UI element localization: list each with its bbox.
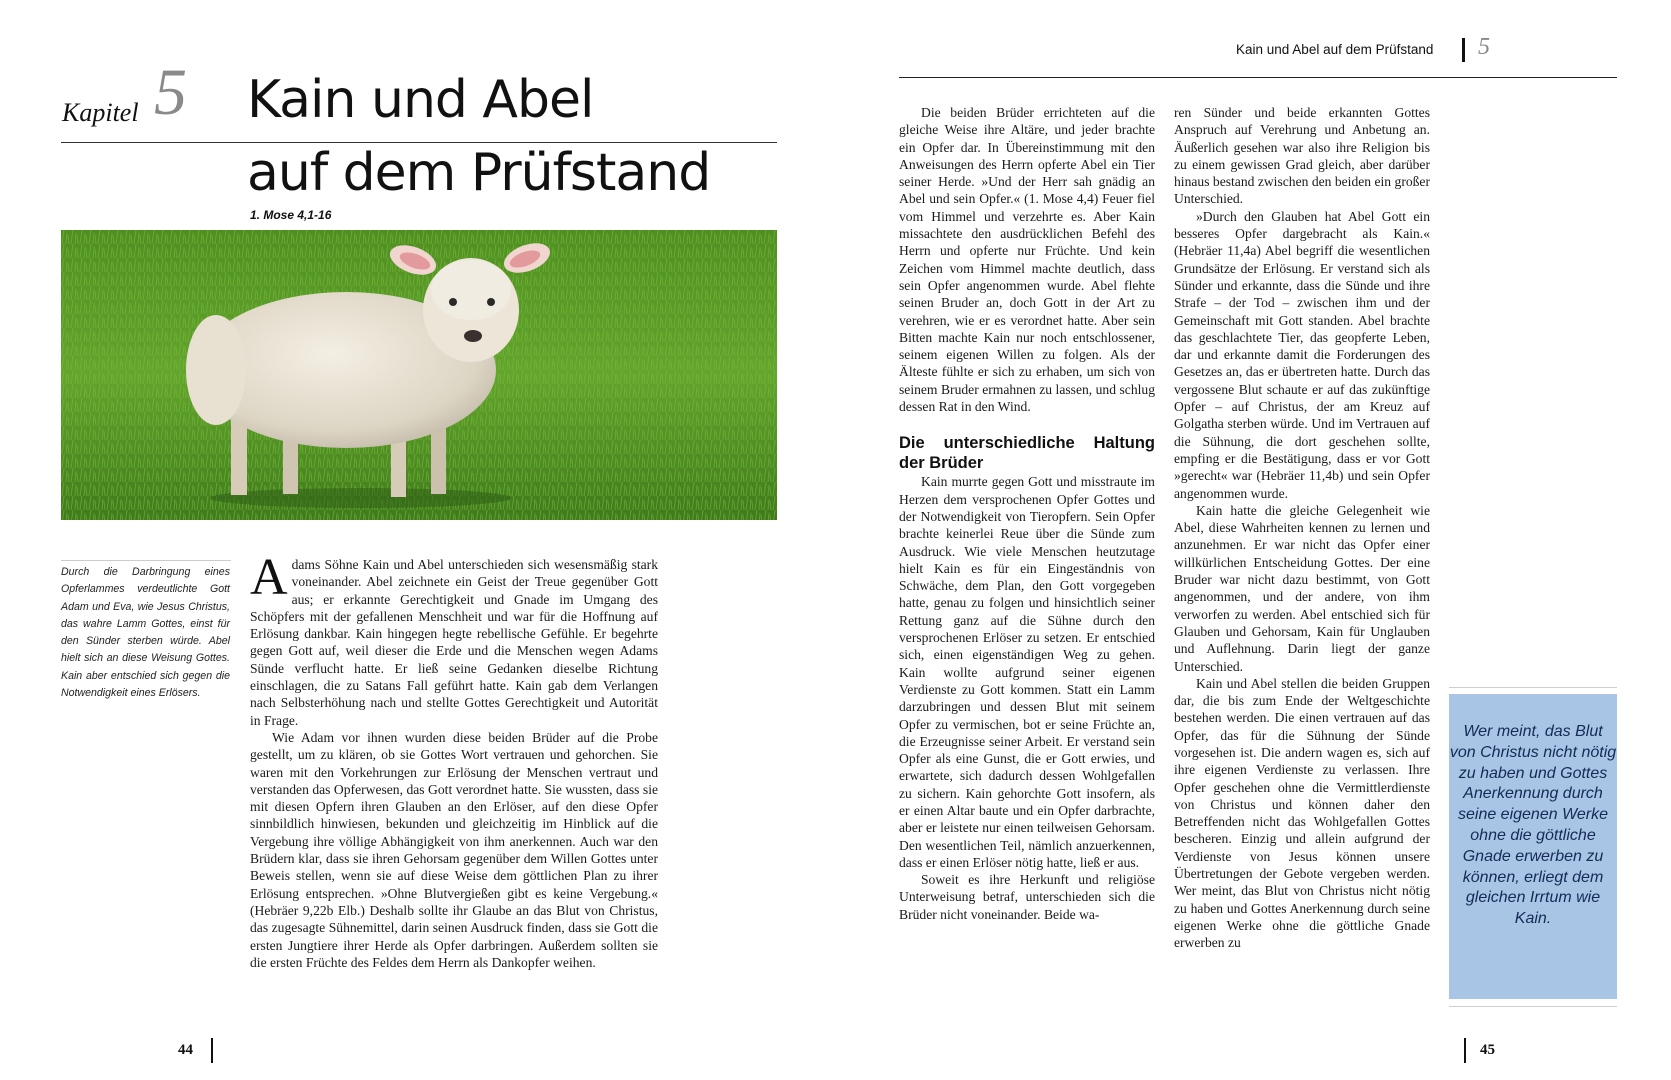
running-header-title: Kain und Abel auf dem Prüfstand [1236, 42, 1434, 57]
page-number-bar [211, 1038, 213, 1063]
chapter-label: Kapitel [62, 98, 139, 127]
running-header-bar [1462, 38, 1465, 62]
pull-quote-rule [1449, 687, 1617, 688]
chapter-number: 5 [154, 56, 187, 129]
page-number-right: 45 [1480, 1042, 1495, 1058]
header-rule [899, 77, 1617, 78]
pull-quote-text: Wer meint, das Blut von Christus nicht nötig zu haben und Gottes Anerkennung durch seine eigenen Werke ohne die göttliche Gnade erwerben zu können, erliegt dem gleichen Irrtum wie Kain. [1449, 723, 1617, 928]
chapter-title-line-2: auf dem Prüfstand [247, 143, 711, 203]
drop-cap: A [250, 549, 288, 606]
paragraph: »Durch den Glauben hat Abel Gott ein besseres Opfer dargebracht als Kain.« (Hebräer 11,4a) Abel begriff die wesentlichen Grundsätze der Erlösung. Er verstand sich als Sünder und erkannte, dass die Sünde und ihre Strafe – der Tod – zwischen ihm und der Gemeinschaft mit Gott standen. Abel brachte das geschlachtete Tier, das geopferte Leben, dar und erkannte damit die Forderungen des Gesetzes an, das er übertreten hatte. Durch das vergossene Blut schaute er auf das zukünftige Opfer – auf Christus, der am Kreuz auf Golgatha sterben würde. Und im Vertrauen auf die Sühnung, die dort geschehen sollte, empfing er die Bestätigung, dass er vor Gott »gerecht« war (Hebräer 11,4b) und sein Opfer angenommen wurde. [1174, 208, 1430, 501]
chapter-title-line-1: Kain und Abel [247, 70, 594, 130]
running-header-number: 5 [1478, 34, 1490, 60]
photo-caption: Durch die Darbringung eines Opferlammes verdeutlichte Gott Adam und Eva, wie Jesus Christus, das wahre Lamm Gottes, einst für den Sünder sterben würde. Abel hielt sich an diese Weisung Gottes. Kain aber entschied sich gegen die Notwendigkeit eines Erlösers. [61, 566, 230, 700]
section-subheading: Die unterschiedliche Haltung der Brüder [899, 434, 1155, 473]
right-column-2 [1174, 104, 1430, 952]
pull-quote-rule [1449, 1006, 1617, 1007]
paragraph: ren Sünder und beide erkannten Gottes Anspruch auf Verehrung und Anbetung an. Äußerlich gesehen war also ihre Religion bis zu einem gewissen Grad gleich, aber darüber hinaus bestand zwischen den beiden ein großer Unterschied. [1174, 105, 1430, 207]
lamb-photo [61, 230, 777, 520]
left-body-text [250, 549, 658, 971]
page-number-left: 44 [178, 1042, 193, 1058]
paragraph: Kain murrte gegen Gott und misstraute im Herzen dem versprochenen Opfer Gottes und der Notwendigkeit von Tieropfern. Sein Opfer brachte keinerlei Reue über die Sünde zum Ausdruck. Wie viele Menschen heutzutage hielt Kain es für ein Eingeständnis von Schwäche, dem Plan, den Gott vorgegeben hatte, genau zu folgen und hinsichtlich seiner Rettung ganz auf die Sühne durch den versprochenen Erlöser zu setzen. Er entschied sich, einen eigenständigen Weg zu gehen. Kain wollte aufgrund seiner eigenen Verdienste zu Gott kommen. Statt ein Lamm darzubringen und dessen Blut mit seinem Opfer zu vermischen, bot er seine Früchte an, die Erzeugnisse seiner Arbeit. Er verstand sein Opfer als eine Gunst, die er Gott erwies, und erwartete, sich dadurch dessen Wohlgefallen zu sichern. Kain gehorchte Gott insofern, als er einen Altar baute und ein Opfer darbrachte, aber er leistete nur einen teilweisen Gehorsam. Den wesentlichen Teil, nämlich anzuerkennen, dass er einen Erlöser nötig hatte, ließ er aus. [899, 474, 1155, 870]
scripture-reference: 1. Mose 4,1-16 [250, 208, 332, 222]
paragraph: Kain hatte die gleiche Gelegenheit wie Abel, diese Wahrheiten kennen zu lernen und anzunehmen. Er war nicht das Opfer einer willkürlichen Entscheidung Gottes. Der eine Bruder war nicht dazu bestimmt, von Gott angenommen, und der andere, von ihm verworfen zu werden. Abel entschied sich für Glauben und Gehorsam, Kain für Unglauben und Auflehnung. Darin liegt der ganze Unterschied. [1174, 502, 1430, 674]
paragraph: Die beiden Brüder errichteten auf die gleiche Weise ihre Altäre, und jeder brachte ein Opfer dar. In Übereinstimmung mit den Anweisungen des Herrn opferte Abel ein Tier seiner Herde. »Und der Herr sah gnädig an Abel und sein Opfer.« (1. Mose 4,4) Feuer fiel vom Himmel und verzehrte es. Aber Kain missachtete den ausdrücklichen Befehl des Herrn und opferte nur Früchte. Und kein Zeichen vom Himmel machte deutlich, dass sein Opfer angenommen wurde. Abel flehte seinen Bruder an, doch Gott in der Art zu verehren, wie er es verordnet hatte. Aber sein Bitten machte Kain nur noch entschlossener, seinem eigenen Willen zu folgen. Als der Älteste fühlte er sich zu erhaben, um sich von seinem Bruder ermahnen zu lassen, und schlug dessen Rat in den Wind. [899, 105, 1155, 415]
page-number-bar [1464, 1038, 1466, 1063]
right-column-1 [899, 104, 1155, 923]
paragraph: dams Söhne Kain und Abel unterschieden sich wesensmäßig stark voneinander. Abel zeichnete ein Geist der Treue gegenüber Gott aus; er erkannte Gerechtigkeit und Gnade im Umgang des Schöpfers mit der gefallenen Menschheit und war für die Hoffnung auf Erlösung dankbar. Kain hingegen hegte rebellische Gefühle. Er begehrte gegen Gott auf, weil dieser die Erde und die Menschen wegen Adams Sünde verflucht hatte. Er ließ seine Gedanken dieselbe Richtung einschlagen, die zu Satans Fall geführt hatte. Kain gab dem Verlangen nach Selbsterhöhung nach und stellte Gottes Gerechtigkeit und Autorität in Frage. [250, 557, 658, 728]
paragraph: Soweit es ihre Herkunft und religiöse Unterweisung betraf, unterschieden sich die Brüder nicht voneinander. Beide wa- [899, 872, 1155, 922]
caption-rule [61, 560, 231, 561]
paragraph: Wie Adam vor ihnen wurden diese beiden Brüder auf die Probe gestellt, um zu klären, ob sie Gottes Wort vertrauen und gehorchen. Sie waren mit den Vorkehrungen zur Erlösung der Menschen vertraut und verstanden das Opferwesen, das Gott verordnet hatte. Sie wussten, dass sie mit diesen Opfern ihren Glauben an den Erlöser, auf den diese Opfer sinnbildlich hinwiesen, bekunden und gleichzeitig im Hinblick auf die Vergebung ihre völlige Abhängigkeit von ihm anerkennen. Auch war den Brüdern klar, dass sie ihren Gehorsam gegenüber dem Willen Gottes unter Beweis stellen, wenn sie auf diese Weise dem göttlichen Plan zu ihrer Erlösung entsprechen. »Ohne Blutvergießen gibt es keine Vergebung.« (Hebräer 9,22b Elb.) Deshalb sollte ihr Glaube an das Blut von Christus, das zugesagte Sühnemittel, darin seinen Ausdruck finden, dass sie Gott die ersten Jungtiere ihrer Herde als Opfer darbringen. Außerdem sollten sie die ersten Früchte des Feldes dem Herrn als Dankopfer weihen. [250, 729, 658, 970]
paragraph: Kain und Abel stellen die beiden Gruppen dar, die bis zum Ende der Weltgeschichte bestehen werden. Die einen vertrauen auf das Opfer, das für die Sühnung der Sünde vorgesehen ist. Die andern wagen es, sich auf ihre eigenen Verdienste zu verlassen. Ihre Opfer geschehen ohne die Vermittlerdienste von Christus und können daher den Betreffenden nicht das Wohlgefallen Gottes bescheren. Einzig und allein aufgrund der Verdienste von Jesus können unsere Übertretungen der Gebote vergeben werden. Wer meint, das Blut von Christus nicht nötig zu haben und Gottes Anerkennung durch seine eigenen Werke ohne die göttliche Gnade erwerben zu [1174, 675, 1430, 951]
